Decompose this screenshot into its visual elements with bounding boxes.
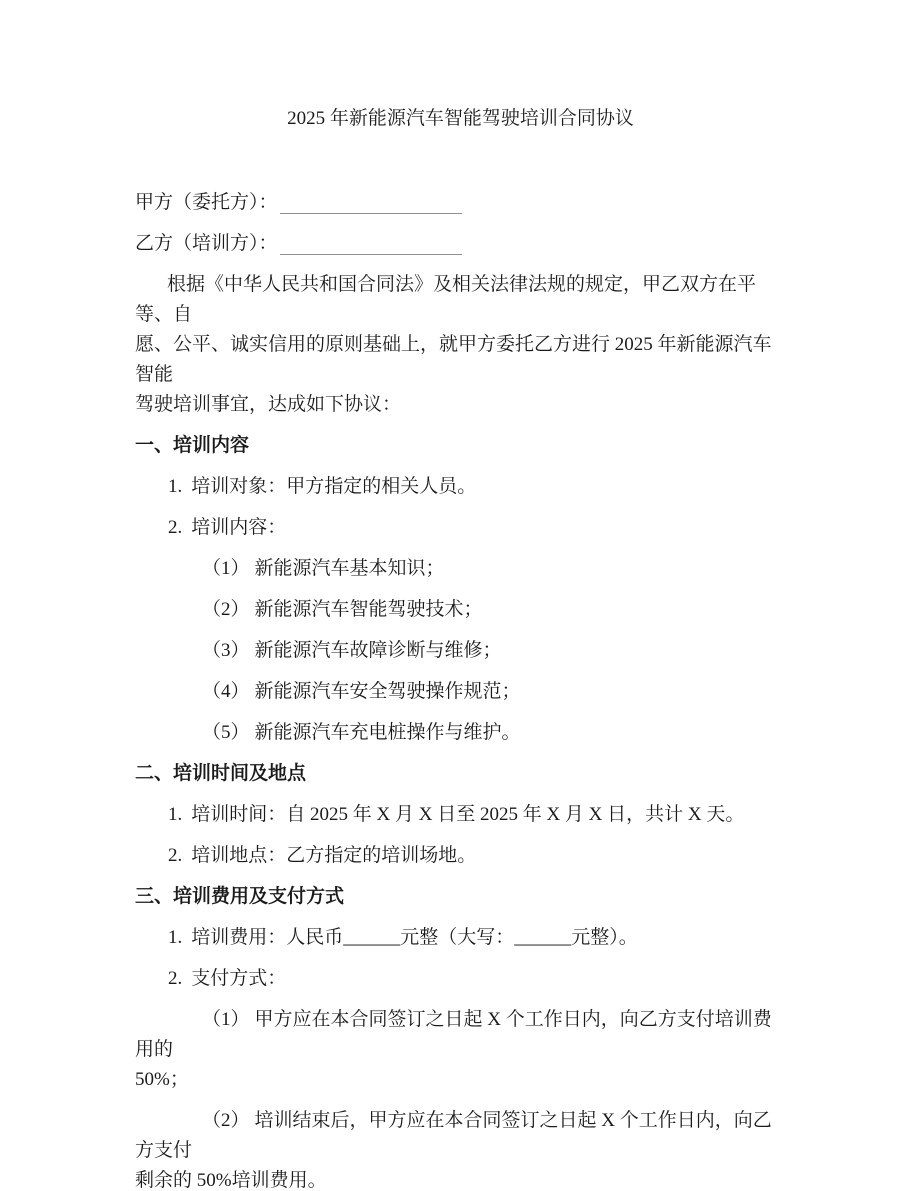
- party-a-row: [135, 188, 786, 218]
- clause-subitem: [135, 1005, 786, 1095]
- item-number: 2.: [168, 517, 183, 538]
- section-heading-training-content: 一、培训内容: [135, 435, 250, 456]
- subitem-number: （1）: [202, 1009, 250, 1030]
- item-number: 1.: [168, 927, 183, 948]
- party-b-row: [135, 229, 786, 259]
- subitem-text: 新能源汽车智能驾驶技术；: [254, 599, 483, 620]
- item-text: 支付方式：: [191, 968, 287, 989]
- list-item: [135, 841, 786, 871]
- clause-subitem: [135, 554, 786, 584]
- clause-subitem: [135, 677, 786, 707]
- preamble-paragraph: [135, 270, 786, 420]
- item-text: 培训对象：甲方指定的相关人员。: [191, 476, 477, 497]
- item-text: 培训内容：: [191, 517, 287, 538]
- subitem-text-continued: 50%；: [135, 1069, 189, 1090]
- subitem-number: （2）: [202, 1110, 250, 1131]
- subitem-text: 培训结束后，甲方应在本合同签订之日起 X 个工作日内，向乙方支付: [135, 1110, 772, 1161]
- clause-subitem: [135, 1106, 786, 1191]
- item-number: 2.: [168, 968, 183, 989]
- party-a-label: 甲方（委托方）：: [135, 192, 278, 213]
- subitem-number: （2）: [202, 599, 250, 620]
- party-b-blank-field[interactable]: [280, 230, 462, 255]
- subitem-number: （4）: [202, 681, 250, 702]
- item-number: 2.: [168, 845, 183, 866]
- list-item: [135, 472, 786, 502]
- preamble-line: 根据《中华人民共和国合同法》及相关法律法规的规定，甲乙双方在平等、自: [135, 274, 757, 325]
- clause-subitem: [135, 718, 786, 748]
- party-b-label: 乙方（培训方）：: [135, 233, 278, 254]
- subitem-text: 新能源汽车充电桩操作与维护。: [254, 722, 521, 743]
- subitem-text: 甲方应在本合同签订之日起 X 个工作日内，向乙方支付培训费用的: [135, 1009, 772, 1060]
- section-heading-time-place: 二、培训时间及地点: [135, 763, 307, 784]
- item-text: 培训费用：人民币______元整（大写：______元整）。: [191, 927, 638, 948]
- subitem-number: （3）: [202, 640, 250, 661]
- subitem-text: 新能源汽车安全驾驶操作规范；: [254, 681, 521, 702]
- subitem-text-continued: 剩余的 50%培训费用。: [135, 1170, 327, 1191]
- list-item: [135, 513, 786, 543]
- clause-subitem: [135, 595, 786, 625]
- document-title: 2025 年新能源汽车智能驾驶培训合同协议: [287, 108, 634, 129]
- list-item: [135, 800, 786, 830]
- party-a-blank-field[interactable]: [280, 189, 462, 214]
- list-item: [135, 964, 786, 994]
- subitem-number: （1）: [202, 558, 250, 579]
- subitem-text: 新能源汽车基本知识；: [254, 558, 445, 579]
- item-text: 培训时间：自 2025 年 X 月 X 日至 2025 年 X 月 X 日，共计 X 天。: [191, 804, 745, 825]
- preamble-line: 愿、公平、诚实信用的原则基础上，就甲方委托乙方进行 2025 年新能源汽车智能: [135, 334, 772, 385]
- item-number: 1.: [168, 476, 183, 497]
- subitem-number: （5）: [202, 722, 250, 743]
- clause-subitem: [135, 636, 786, 666]
- item-number: 1.: [168, 804, 183, 825]
- subitem-text: 新能源汽车故障诊断与维修；: [254, 640, 502, 661]
- section-heading-fees-payment: 三、培训费用及支付方式: [135, 886, 345, 907]
- item-text: 培训地点：乙方指定的培训场地。: [191, 845, 477, 866]
- list-item: [135, 923, 786, 953]
- preamble-line: 驾驶培训事宜，达成如下协议：: [135, 394, 402, 415]
